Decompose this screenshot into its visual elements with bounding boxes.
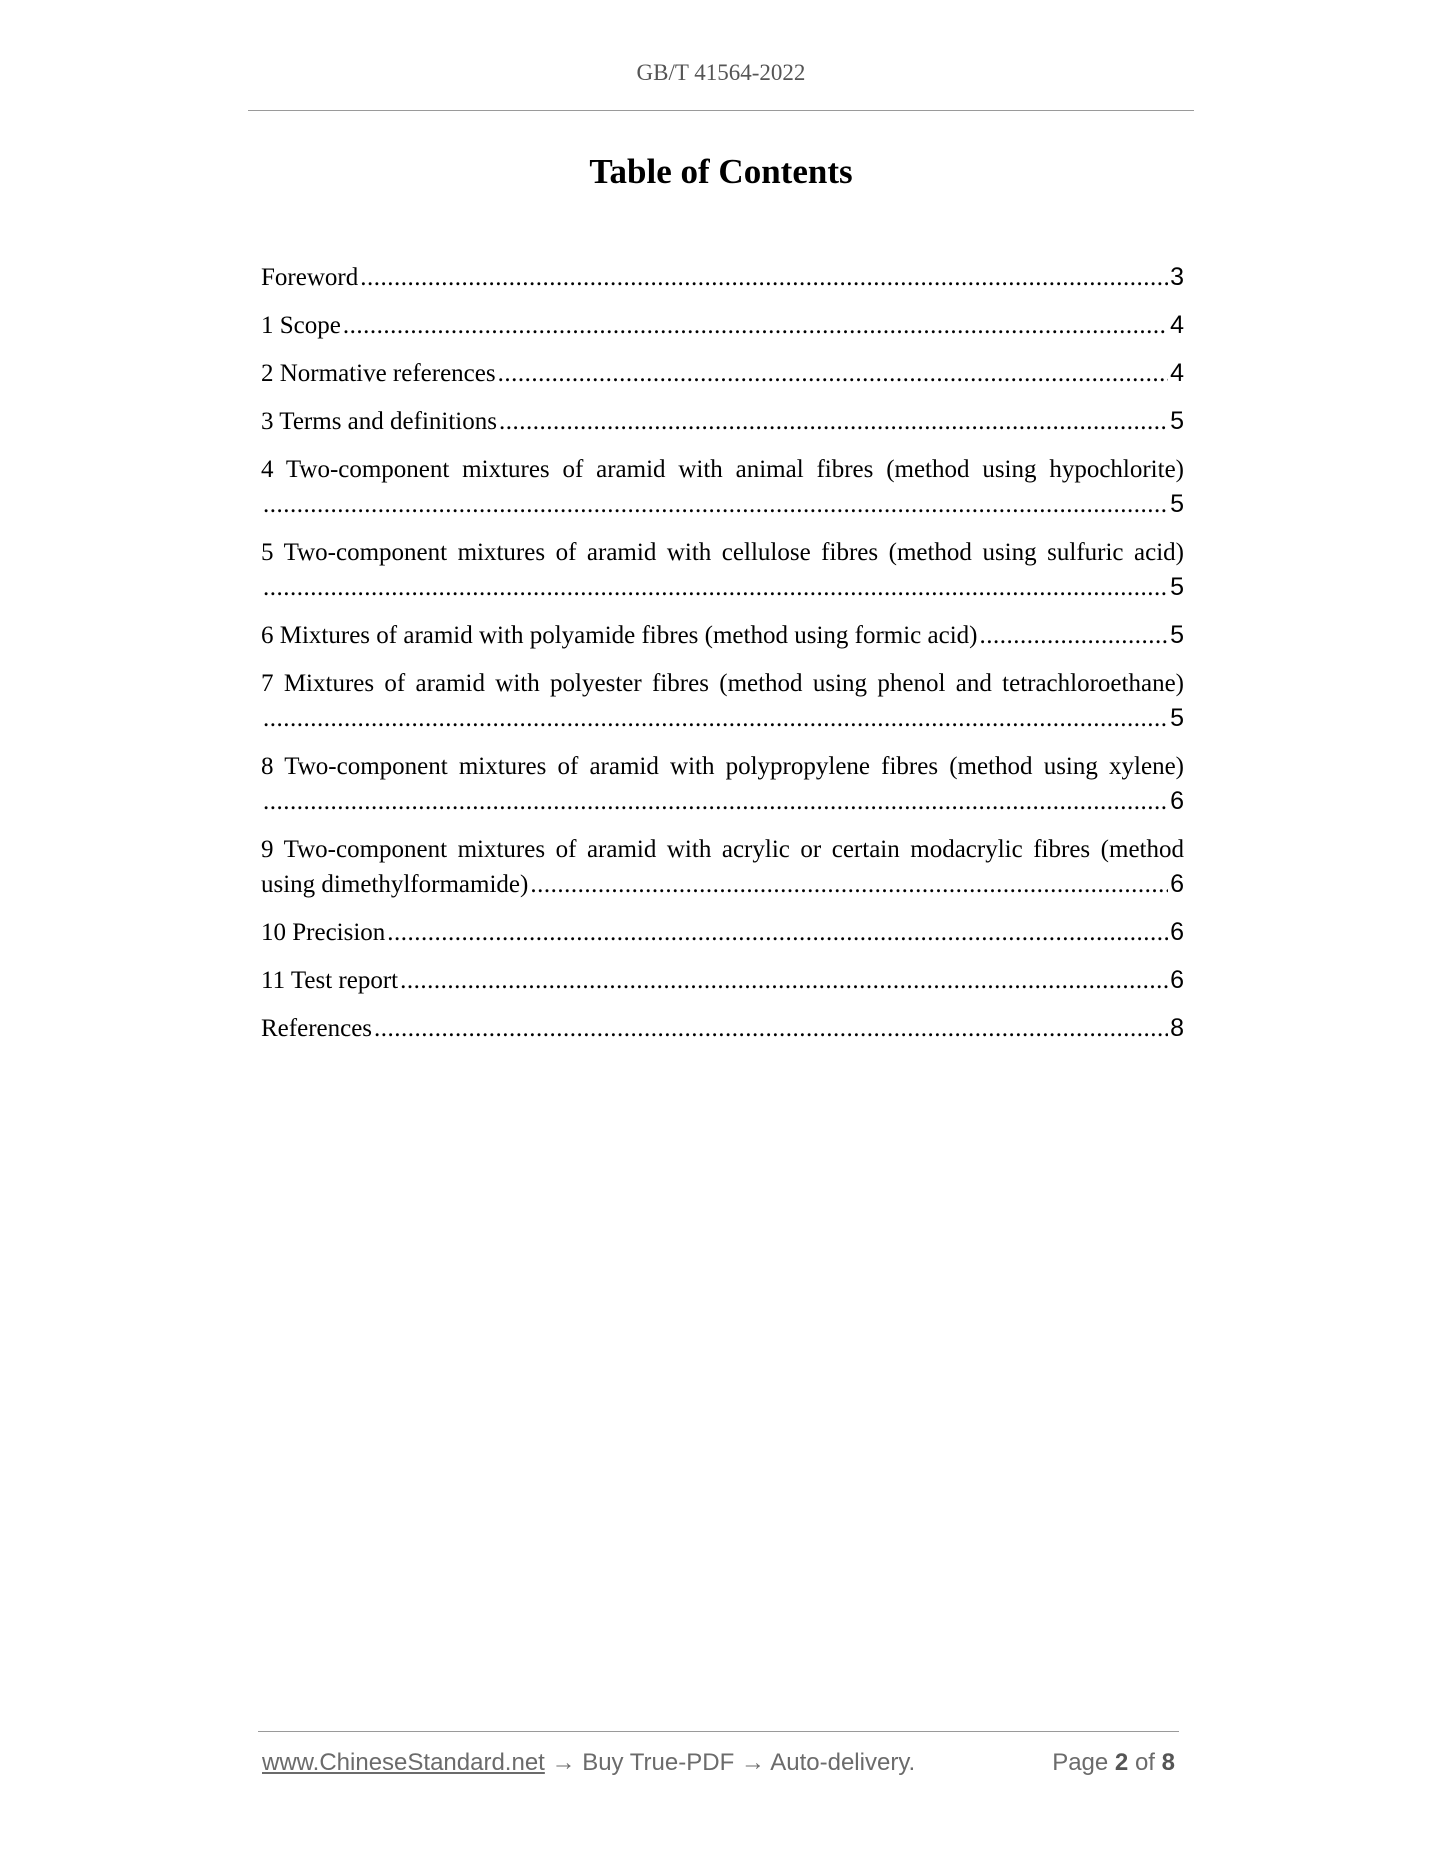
toc-entry-references[interactable] [261, 1011, 1184, 1046]
toc-entry-label: 1 Scope [261, 312, 341, 339]
toc-entry-label: 5 Two-component mixtures of aramid with cellulose fibres (method using sulfuric acid) [261, 539, 1184, 566]
toc-leader-dots [374, 1011, 1168, 1046]
toc-entry-line [261, 915, 1184, 950]
toc-entry-line [261, 618, 1184, 653]
toc-entry-page: 6 [1170, 787, 1184, 815]
toc-leader-dots [980, 618, 1169, 653]
toc-entry-label: 9 Two-component mixtures of aramid with acrylic or certain modacrylic fibres (method [261, 836, 1184, 863]
toc-entry-page: 5 [1170, 704, 1184, 732]
footer-promo [262, 1749, 915, 1777]
toc-entry-line [261, 701, 1184, 736]
toc-leader-dots [387, 915, 1168, 950]
toc-entry-foreword[interactable] [261, 260, 1184, 295]
toc-entry-section-5[interactable] [261, 535, 1184, 605]
buy-text: Buy True-PDF [582, 1749, 735, 1776]
toc-entry-label: References [261, 1015, 373, 1042]
arrow-right-icon: → [740, 1749, 765, 1776]
toc-leader-dots [400, 963, 1168, 998]
toc-entry-line [261, 784, 1184, 819]
toc-entry-label: 3 Terms and definitions [261, 408, 497, 435]
toc-entry-page: 6 [1170, 966, 1184, 994]
toc-entry-label: 4 Two-component mixtures of aramid with animal fibres (method using hypochlorite) [261, 456, 1184, 483]
toc-entry-label: 6 Mixtures of aramid with polyamide fibres (method using formic acid) [261, 622, 978, 649]
toc-entry-line [261, 487, 1184, 522]
toc-leader-dots [360, 260, 1168, 295]
total-page-count: 8 [1161, 1749, 1175, 1776]
toc-leader-dots [263, 784, 1168, 819]
toc-entry-test-report[interactable] [261, 963, 1184, 998]
toc-entry-label-continued: using dimethylformamide) [261, 871, 529, 898]
toc-entry-normative-references[interactable] [261, 356, 1184, 391]
toc-entry-section-6[interactable] [261, 618, 1184, 653]
toc-entry-section-9[interactable] [261, 832, 1184, 902]
toc-entry-scope[interactable] [261, 308, 1184, 343]
page-label: Page [1052, 1749, 1109, 1776]
toc-entry-page: 4 [1170, 311, 1184, 339]
delivery-text: Auto-delivery. [770, 1749, 916, 1776]
toc-entry-line [261, 308, 1184, 343]
toc-leader-dots [343, 308, 1168, 343]
toc-entry-page: 5 [1170, 573, 1184, 601]
toc-entry-line [261, 963, 1184, 998]
page-counter [1052, 1749, 1175, 1777]
toc-entry-page: 6 [1170, 870, 1184, 898]
arrow-right-icon: → [551, 1749, 576, 1776]
toc-entry-page: 3 [1170, 263, 1184, 291]
toc-leader-dots [530, 867, 1168, 902]
page-title: Table of Contents [589, 152, 853, 191]
footer-divider [258, 1731, 1179, 1732]
document-header-id: GB/T 41564-2022 [636, 60, 806, 85]
table-of-contents [261, 260, 1184, 1059]
toc-entry-line [261, 867, 1184, 902]
toc-entry-precision[interactable] [261, 915, 1184, 950]
header-divider [248, 110, 1194, 111]
toc-entry-label: 11 Test report [261, 967, 399, 994]
website-link[interactable]: www.ChineseStandard.net [262, 1749, 545, 1776]
toc-entry-label: 7 Mixtures of aramid with polyester fibres (method using phenol and tetrachloroethane) [261, 670, 1184, 697]
toc-entry-line [261, 570, 1184, 605]
toc-entry-label: Foreword [261, 264, 359, 291]
toc-entry-line [261, 404, 1184, 439]
toc-entry-section-7[interactable] [261, 666, 1184, 736]
toc-entry-page: 5 [1170, 621, 1184, 649]
toc-entry-label: 8 Two-component mixtures of aramid with polypropylene fibres (method using xylene) [261, 753, 1184, 780]
toc-entry-section-8[interactable] [261, 749, 1184, 819]
toc-entry-page: 4 [1170, 359, 1184, 387]
toc-leader-dots [263, 487, 1168, 522]
toc-leader-dots [263, 701, 1168, 736]
toc-entry-label: 2 Normative references [261, 360, 496, 387]
toc-entry-page: 5 [1170, 490, 1184, 518]
toc-leader-dots [263, 570, 1168, 605]
toc-entry-page: 5 [1170, 407, 1184, 435]
page-of-label: of [1134, 1749, 1155, 1776]
toc-entry-label: 10 Precision [261, 919, 386, 946]
toc-leader-dots [499, 404, 1168, 439]
toc-leader-dots [498, 356, 1168, 391]
toc-entry-line [261, 356, 1184, 391]
toc-entry-page: 6 [1170, 918, 1184, 946]
toc-entry-page: 8 [1170, 1014, 1184, 1042]
toc-entry-terms-definitions[interactable] [261, 404, 1184, 439]
toc-entry-line [261, 1011, 1184, 1046]
page-footer [262, 1749, 1179, 1783]
toc-entry-line [261, 260, 1184, 295]
current-page-number: 2 [1114, 1749, 1129, 1776]
toc-entry-section-4[interactable] [261, 452, 1184, 522]
